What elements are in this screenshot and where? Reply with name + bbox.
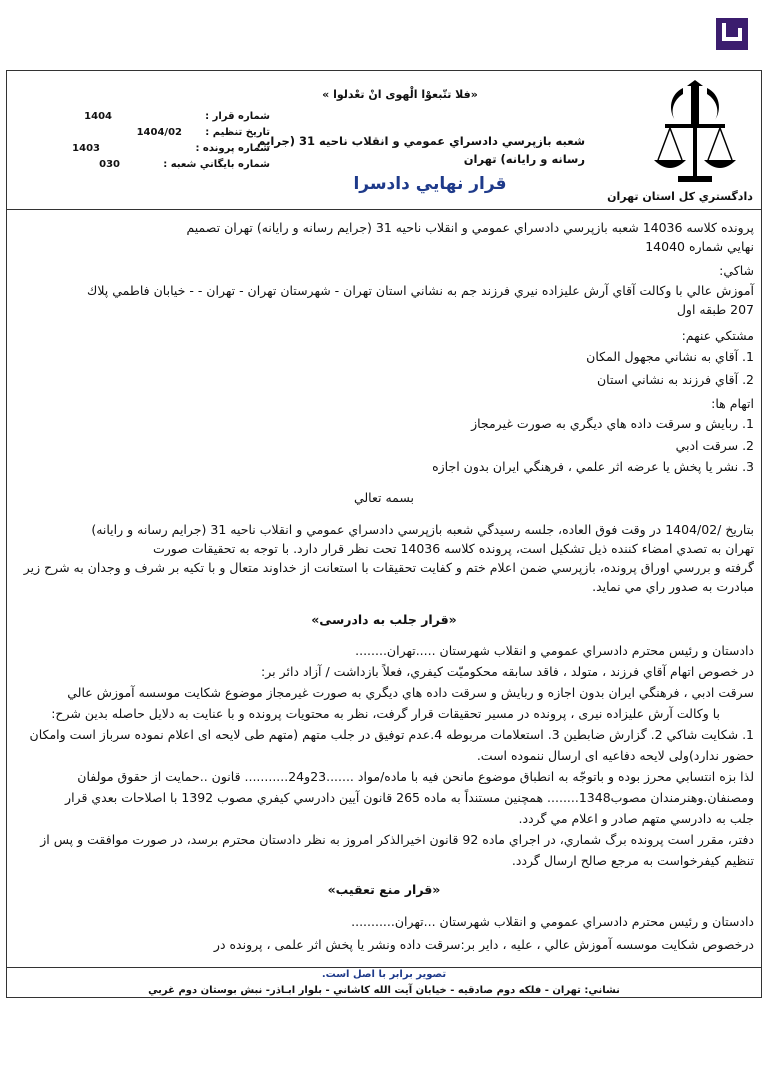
meta-archive-number [70, 159, 270, 173]
case-line: نهايي شماره 14040 [645, 239, 754, 254]
s1-line: ومصنفان.وهنرمندان مصوب1348........ همچنين مستنداً به ماده 265 قانون آيين دادرسي كيفري مصوب 1392 با اصلاحات بعدي قرار [65, 790, 754, 805]
decision-title: قرار نهايي دادسرا [353, 174, 507, 194]
iran-emblem-icon [640, 80, 750, 190]
meta-label: شماره پرونده : [195, 143, 270, 154]
intro-line: بتاريخ /1404/02 در وقت فوق العاده، جلسه رسيدگي شعبه بازپرسي دادسراي عمومي و انقلاب ناحيه 31 (جرايم رسانه و رايانه) [91, 522, 754, 537]
complainant-label: شاكي: [719, 263, 754, 278]
meta-case-number [70, 143, 270, 157]
s1-line: دفتر، مقرر است پرونده برگ شماري، در اجراي ماده 92 قانون اخيرالذكر امروز به نظر دادستان محترم برسد، در صورت موافقت و پس از [40, 832, 754, 847]
intro-line: تهران به تصدي امضاء كننده ذيل تشكيل است، پرونده كلاسه 14036 تحت نظر قرار دارد. با توجه به تحقيقات صورت [152, 541, 754, 556]
s1-line: لذا بزه انتسابي محرز بوده و باتوجّه به انطباق موضوع مانحن فيه با ماده/مواد .......23و24........... قانون ..حمايت از حقوق مولفان [77, 769, 754, 784]
org-name: دادگستري كل استان تهران [607, 190, 753, 203]
meta-label: شماره قرار : [205, 111, 270, 122]
court-title [255, 132, 585, 168]
s1-line: حضور ندارد)ولى لايحه دفاعيه اى ارسال ننموده است. [476, 748, 754, 763]
address: نشاني: تهران - فلكه دوم صادقيه - خيابان آيت الله كاشاني - بلوار ابـاذر- نبش بوستان دوم غربي [148, 985, 620, 996]
intro-line: مبادرت به صدور راي مي نمايد. [592, 579, 754, 594]
meta-label: تاريخ تنظيم : [205, 127, 270, 138]
case-line: پرونده كلاسه 14036 شعبه بازپرسي دادسراي عمومي و انقلاب ناحيه 31 (جرايم رسانه و رايانه) تهران تصميم [186, 220, 754, 235]
accused-item: 2. آقاي فرزند به نشاني استان [596, 372, 754, 387]
s1-line: در خصوص اتهام آقاي فرزند ، متولد ، فاقد سابقه محكوميّت كيفري، فعلاً بازداشت / آزاد دائر بر: [261, 664, 754, 679]
meta-value: 1403 [72, 143, 100, 154]
meta-value: 030 [99, 159, 120, 170]
complainant-line: آموزش عالي با وكالت آقاي آرش عليزاده نيري فرزند جم به نشاني استان تهران - شهرستان تهران - تهران - - خيابان فاطمي پلاك [87, 283, 754, 298]
bismillah: بسمه تعالي [353, 490, 415, 505]
meta-label: شماره بايگاني شعبه : [163, 159, 270, 170]
accused-label: مشتكي عنهم: [681, 328, 754, 343]
s2-line: دادستان و رئيس محترم دادسراي عمومي و انقلاب شهرستان ...تهران........... [351, 914, 754, 929]
accused-item: 1. آقاي به نشاني مجهول المكان [586, 349, 754, 364]
meta-decision-number [70, 111, 270, 125]
s1-line: 1. شكايت شاكي 2. گزارش ضابطين 3. استعلامات مربوطه 4.عدم توفيق در جلب متهم (متهم طى لايحه اى اعلام نموده سرباز است وامكان [29, 727, 754, 742]
section-title-prosecution: «قرار جلب به دادرسی» [311, 612, 457, 627]
charge-item: 3. نشر يا پخش يا عرضه اثر علمي ، فرهنگي ايران بدون اجازه [432, 459, 754, 474]
s1-line: سرقت ادبي ، فرهنگي ايران بدون اجازه و ربايش و سرقت داده هاي ديگري به صورت غيرمجاز موضوع شكايت موسسه آموزش عالي [67, 685, 754, 700]
s1-line: جلب به دادرسي متهم صادر و اعلام مي گردد. [518, 811, 754, 826]
meta-issue-date [70, 127, 270, 141]
brand-logo-icon [716, 18, 748, 50]
charge-item: 2. سرقت ادبي [675, 438, 754, 453]
copy-certification: تصوير برابر با اصل است. [321, 969, 447, 980]
s1-line: تنظيم كيفرخواست به مرجع صالح ارسال گردد. [511, 853, 754, 868]
complainant-line: 207 طبقه اول [676, 302, 754, 317]
charges-label: اتهام ها: [711, 396, 754, 411]
footer-divider [6, 967, 762, 968]
header-divider [6, 209, 762, 210]
s2-line: درخصوص شكايت موسسه آموزش عالي ، عليه ، داير بر:سرقت داده ونشر يا پخش اثر علمى ، پرونده در [213, 937, 754, 952]
verse: «فلا تتّبعوْا الْهوى انْ تعْدلوا » [322, 88, 478, 101]
intro-line: گرفته و بررسي اوراق پرونده، بازپرسي ضمن اعلام ختم و كفايت تحقيقات با استعانت از خداوند متعال و با تكيه بر شرف و وجدان به شرح زير [23, 560, 754, 575]
meta-value: 1404 [84, 111, 112, 122]
meta-value: 1404/02 [136, 127, 182, 138]
court-title-line1: شعبه بازپرسي دادسراي عمومي و انقلاب ناحيه 31 (جرايم [257, 134, 585, 148]
court-title-line2: رسانه و رايانه) تهران [463, 152, 585, 166]
s1-line: با وكالت آرش عليزاده نيرى ، پرونده در مسير تحقيقات قرار گرفت، نظر به محتويات پرونده و با عنايت به دلايل حاصله بدين شرح: [51, 706, 720, 721]
section-title-no-prosecution: «قرار منع تعقيب» [327, 882, 441, 897]
charge-item: 1. ربايش و سرقت داده هاي ديگري به صورت غيرمجاز [471, 416, 754, 431]
s1-line: دادستان و رئيس محترم دادسراي عمومي و انقلاب شهرستان .....تهران........ [355, 643, 754, 658]
